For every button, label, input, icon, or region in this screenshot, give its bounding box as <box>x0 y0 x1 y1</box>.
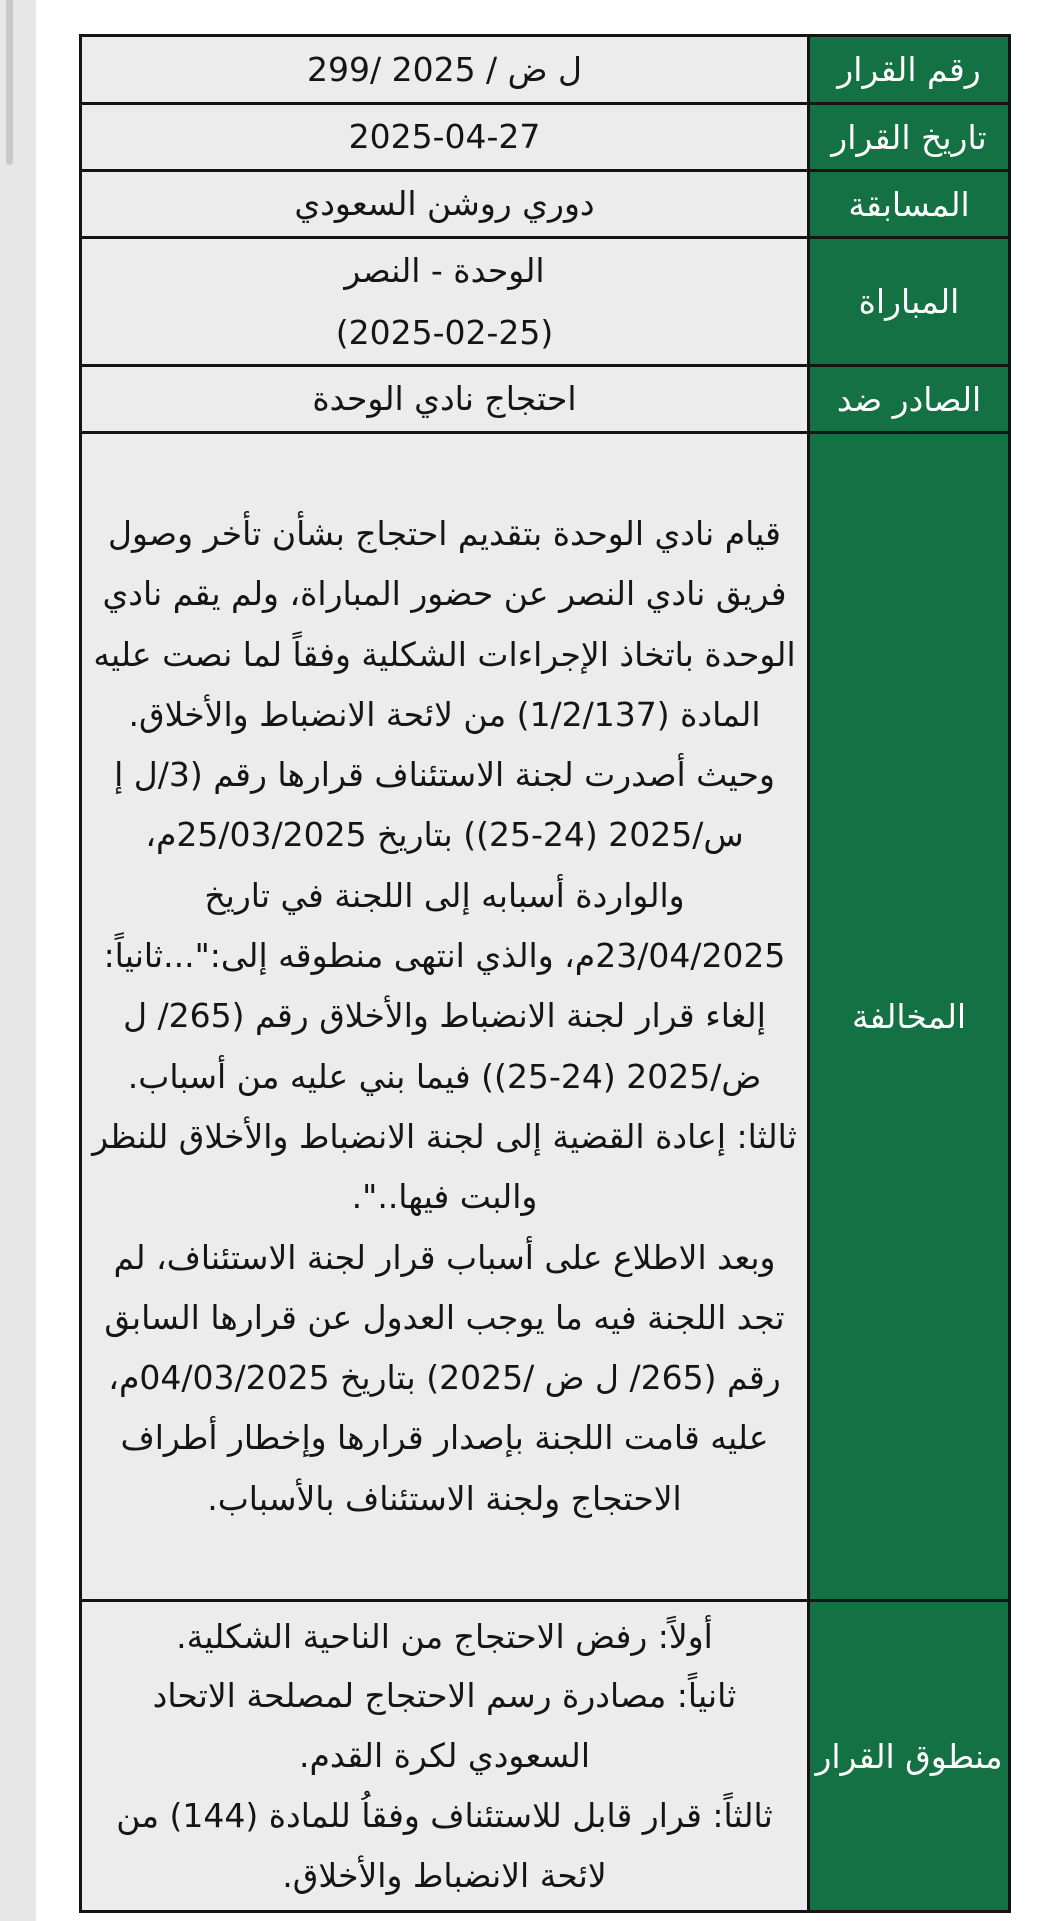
decision-date-text: 2025-04-27 <box>348 117 541 156</box>
label-decision-number: رقم القرار <box>809 36 1010 104</box>
violation-paragraph: وبعد الاطلاع على أسباب قرار لجنة الاستئناف، لم تجد اللجنة فيه ما يوجب العدول عن قرارها السابق رقم (265/ ل ض /2025) بتاريخ 04/03/2025م، عليه قامت اللجنة بإصدار قرارها وإخطار أطراف الاحتجاج ولجنة الاستئناف بالأسباب. <box>104 1237 785 1518</box>
row-issued-against <box>81 366 1010 433</box>
decision-number-text: 299/ ل ض / 2025 <box>306 49 583 89</box>
value-decision-date <box>81 104 809 171</box>
row-decision-date <box>81 104 1010 171</box>
match-teams: الوحدة - النصر <box>344 250 545 290</box>
scrollbar-thumb[interactable] <box>6 0 13 165</box>
value-decision-outcome <box>81 1601 809 1912</box>
label-issued-against: الصادر ضد <box>809 366 1010 433</box>
outcome-item: ثالثاً: قرار قابل للاستئناف وفقاُ للمادة (144) من لائحة الانضباط والأخلاق. <box>116 1795 773 1895</box>
label-violation: المخالفة <box>809 433 1010 1601</box>
label-match: المباراة <box>809 238 1010 366</box>
outcome-item: أولاً: رفض الاحتجاج من الناحية الشكلية. <box>176 1616 713 1656</box>
left-gutter <box>0 0 36 1921</box>
value-issued-against: احتجاج نادي الوحدة <box>81 366 809 433</box>
label-decision-date: تاريخ القرار <box>809 104 1010 171</box>
violation-paragraph: وحيث أصدرت لجنة الاستئناف قرارها رقم (3/ل إ س/2025 (24-25)) بتاريخ 25/03/2025م، والواردة أسبابه إلى اللجنة في تاريخ 23/04/2025م، والذي انتهى منطوقه إلى:"...ثانياً: إلغاء قرار لجنة الانضباط والأخلاق رقم (265/ ل ض/2025 (24-25)) فيما بني عليه من أسباب. <box>103 755 786 1096</box>
outcome-item: ثانياً: مصادرة رسم الاحتجاج لمصلحة الاتحاد السعودي لكرة القدم. <box>152 1676 737 1776</box>
label-decision-outcome: منطوق القرار <box>809 1601 1010 1912</box>
value-violation <box>81 433 809 1601</box>
label-competition: المسابقة <box>809 171 1010 238</box>
row-violation <box>81 433 1010 1601</box>
value-competition: دوري روشن السعودي <box>81 171 809 238</box>
row-competition <box>81 171 1010 238</box>
value-match <box>81 238 809 366</box>
row-match <box>81 238 1010 366</box>
decision-table <box>79 34 1011 1913</box>
violation-paragraph: ثالثا: إعادة القضية إلى لجنة الانضباط والأخلاق للنظر والبت فيها..". <box>92 1116 797 1217</box>
match-date: (2025-02-25) <box>335 312 554 352</box>
row-decision-outcome <box>81 1601 1010 1912</box>
violation-paragraph: قيام نادي الوحدة بتقديم احتجاج بشأن تأخر وصول فريق نادي النصر عن حضور المباراة، ولم يقم نادي الوحدة باتخاذ الإجراءات الشكلية وفقاً لما نصت عليه المادة (1/2/137) من لائحة الانضباط والأخلاق. <box>93 513 796 734</box>
row-decision-number <box>81 36 1010 104</box>
value-decision-number <box>81 36 809 104</box>
